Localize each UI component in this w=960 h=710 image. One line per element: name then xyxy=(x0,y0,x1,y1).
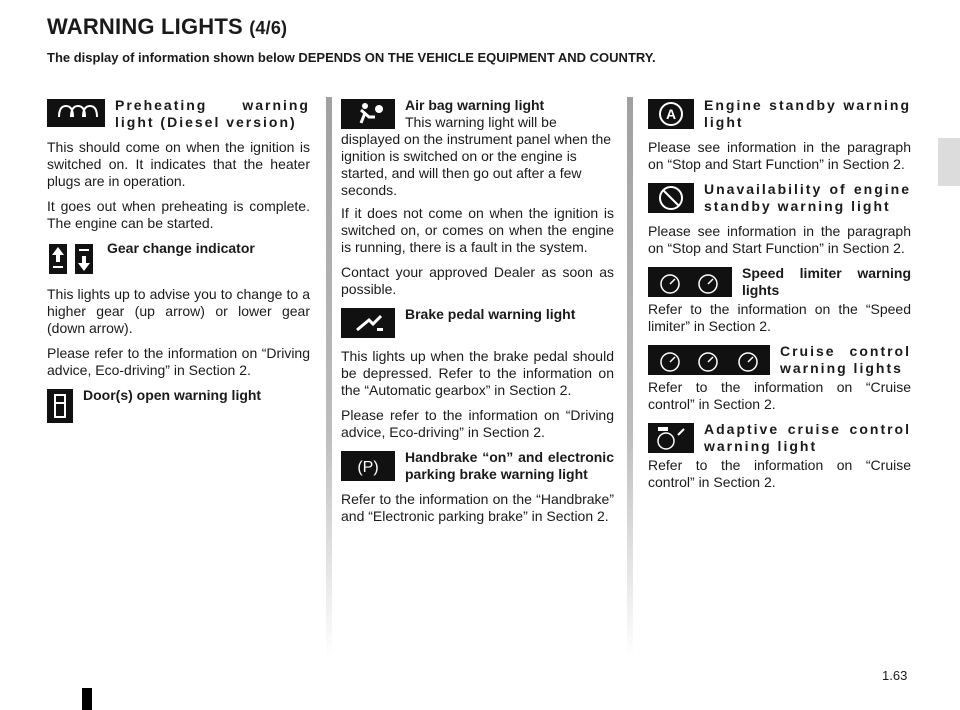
page-number: 1.63 xyxy=(882,668,908,683)
airbag-entry xyxy=(341,97,614,199)
airbag-heading: Air bag warning light xyxy=(405,97,545,113)
cruise-entry xyxy=(648,343,911,377)
engine-standby-entry xyxy=(648,97,911,131)
engine-standby-text: Please see information in the paragraph on “Stop and Start Function” in Section 2. xyxy=(648,139,911,172)
gear-shift-arrows-icon xyxy=(47,242,97,276)
gear-entry xyxy=(47,240,310,278)
gear-text-1: This lights up to advise you to change to a higher gear (up arrow) or lower gear (down arrow). xyxy=(47,286,310,336)
engine-standby-icon xyxy=(648,99,694,129)
door-open-icon xyxy=(47,389,73,423)
page-title-text: WARNING LIGHTS xyxy=(47,14,243,39)
column-3 xyxy=(648,97,911,499)
preheat-text-2: It goes out when preheating is complete. The engine can be started. xyxy=(47,198,310,231)
column-1 xyxy=(47,97,310,433)
page-subtitle: The display of information shown below DEPENDS ON THE VEHICLE EQUIPMENT AND COUNTRY. xyxy=(47,50,656,65)
speed-limiter-heading: Speed limiter warning lights xyxy=(742,265,911,298)
parking-brake-icon-letter: (P) xyxy=(357,459,379,476)
airbag-text-1: This warning light will be displayed on the instrument panel when the ignition is switched on or the engine is started, and will then go out after a few seconds. xyxy=(341,114,612,198)
preheat-heading: Preheating warning light (Diesel version) xyxy=(115,97,310,130)
speed-limiter-text: Refer to the information on the “Speed limiter” in Section 2. xyxy=(648,301,911,334)
page-title-part: (4/6) xyxy=(249,18,288,38)
engine-standby-unavailable-icon xyxy=(648,183,694,213)
preheat-entry xyxy=(47,97,310,131)
speed-limiter-gauge-icon xyxy=(648,267,732,297)
unavailable-standby-entry xyxy=(648,181,911,215)
unavailable-standby-heading: Unavailability of engine standby warning light xyxy=(704,181,911,214)
brake-text-2: Please refer to the information on “Driving advice, Eco-driving” in Section 2. xyxy=(341,407,614,440)
adaptive-cruise-icon xyxy=(648,423,694,453)
column-divider-2 xyxy=(627,97,633,657)
column-divider-1 xyxy=(326,97,332,657)
preheat-text-1: This should come on when the ignition is switched on. It indicates that the heater plugs are in operation. xyxy=(47,139,310,189)
airbag-text-2: If it does not come on when the ignition is switched on, or comes on when the engine is running, there is a fault in the system. xyxy=(341,205,614,255)
adaptive-cruise-entry xyxy=(648,421,911,455)
adaptive-cruise-heading: Adaptive cruise control warning light xyxy=(704,421,911,454)
gear-text-2: Please refer to the information on “Driving advice, Eco-driving” in Section 2. xyxy=(47,345,310,378)
cruise-text: Refer to the information on “Cruise control” in Section 2. xyxy=(648,379,911,412)
brake-pedal-foot-icon xyxy=(341,308,395,338)
engine-standby-icon-letter: A xyxy=(665,106,677,122)
unavailable-standby-text: Please see information in the paragraph on “Stop and Start Function” in Section 2. xyxy=(648,223,911,256)
handbrake-entry xyxy=(341,449,614,483)
column-2 xyxy=(341,97,614,533)
preheating-coil-icon xyxy=(47,99,105,127)
page-edge-marker xyxy=(82,688,92,710)
brake-heading: Brake pedal warning light xyxy=(405,306,576,322)
adaptive-cruise-text: Refer to the information on “Cruise control” in Section 2. xyxy=(648,457,911,490)
cruise-control-gauge-icon xyxy=(648,345,770,375)
door-heading: Door(s) open warning light xyxy=(83,387,262,403)
cruise-heading: Cruise control warning lights xyxy=(780,343,911,376)
speed-limiter-entry xyxy=(648,265,911,299)
handbrake-heading: Handbrake “on” and electronic parking brake warning light xyxy=(405,449,614,482)
airbag-person-icon xyxy=(341,99,395,129)
brake-entry xyxy=(341,306,614,340)
handbrake-text-1: Refer to the information on the “Handbrake” and “Electronic parking brake” in Section 2. xyxy=(341,491,614,524)
page-title xyxy=(47,14,287,40)
parking-brake-icon xyxy=(341,451,395,481)
engine-standby-heading: Engine standby warning light xyxy=(704,97,911,130)
gear-heading: Gear change indicator xyxy=(107,240,255,256)
brake-text-1: This lights up when the brake pedal should be depressed. Refer to the information on the “Automatic gearbox” in Section 2. xyxy=(341,348,614,398)
airbag-text-3: Contact your approved Dealer as soon as possible. xyxy=(341,264,614,297)
section-side-tab xyxy=(938,138,960,186)
door-entry xyxy=(47,387,310,425)
